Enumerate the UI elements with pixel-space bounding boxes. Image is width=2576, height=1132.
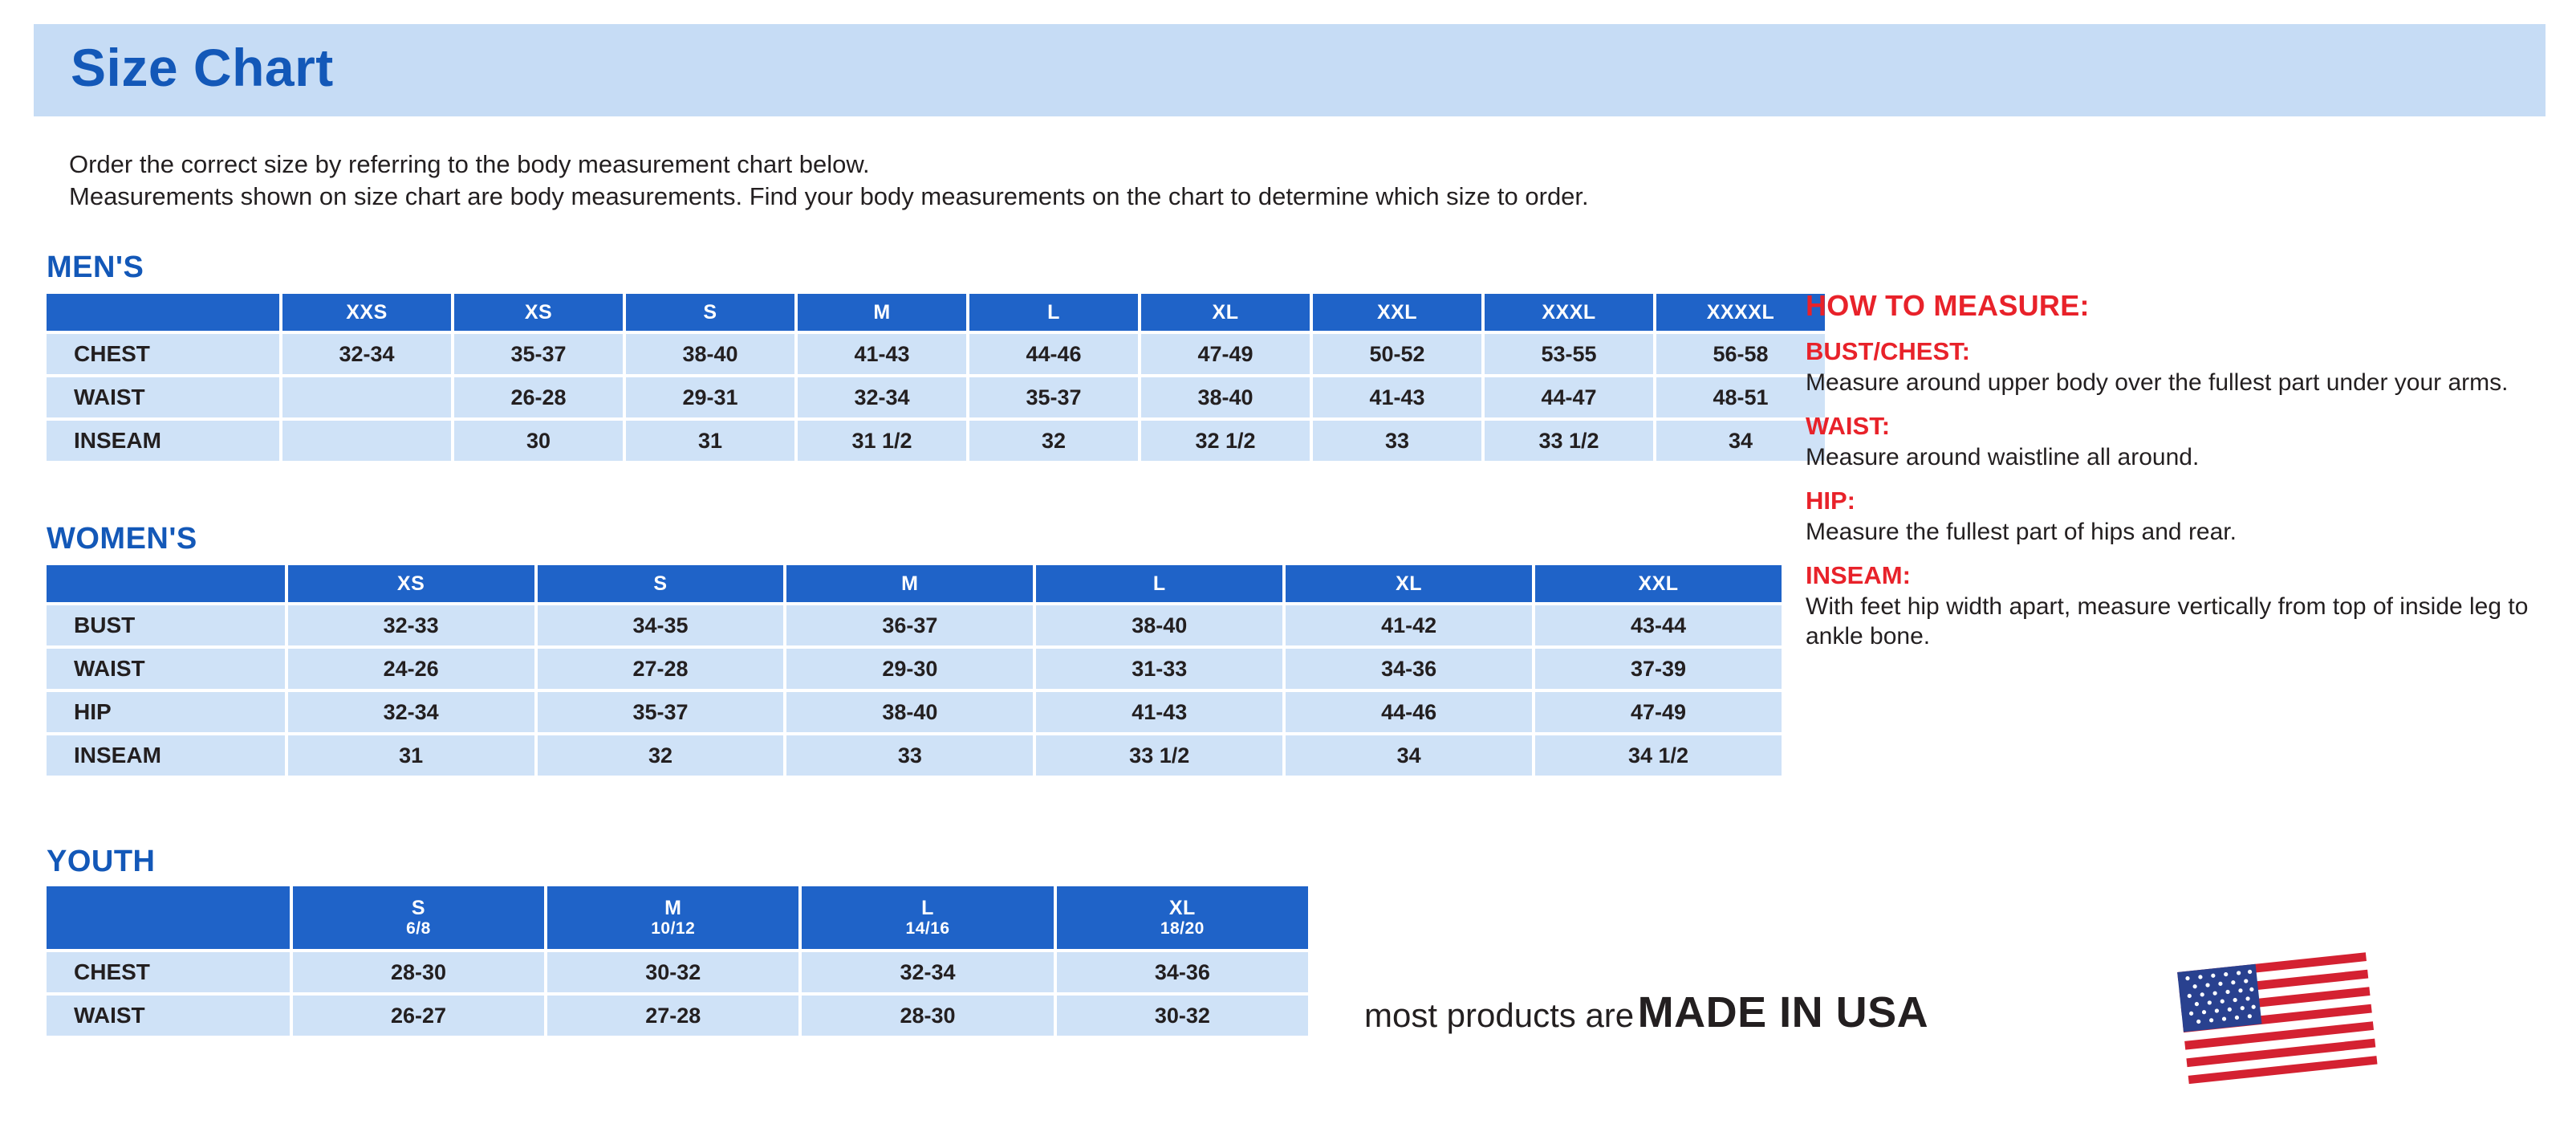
youth-waist-l: 28-30 — [802, 996, 1053, 1036]
youth-col-xl — [1057, 886, 1308, 949]
mens-col-xl: XL — [1141, 294, 1310, 331]
youth-size-table — [43, 883, 1311, 1039]
mens-waist-l: 35-37 — [969, 377, 1138, 417]
how-term-bust-chest: BUST/CHEST: — [1806, 337, 1970, 365]
mens-col-xs: XS — [454, 294, 623, 331]
womens-hip-s: 35-37 — [538, 692, 784, 732]
mens-chest-xxxl: 53-55 — [1485, 334, 1653, 374]
mens-inseam-s: 31 — [626, 421, 794, 461]
mens-waist-xxxxl: 48-51 — [1656, 377, 1825, 417]
womens-bust-m: 36-37 — [786, 605, 1033, 645]
womens-inseam-m: 33 — [786, 735, 1033, 776]
mens-col-xxxl: XXXL — [1485, 294, 1653, 331]
youth-row-label-chest: CHEST — [47, 952, 290, 992]
youth-col-s-range: 6/8 — [406, 918, 431, 938]
table-row — [47, 692, 1782, 732]
mens-waist-xxxl: 44-47 — [1485, 377, 1653, 417]
mens-col-xxxxl: XXXXL — [1656, 294, 1825, 331]
mens-chest-s: 38-40 — [626, 334, 794, 374]
mens-waist-xs: 26-28 — [454, 377, 623, 417]
mens-inseam-xxxxl: 34 — [1656, 421, 1825, 461]
mens-chest-xxxxl: 56-58 — [1656, 334, 1825, 374]
youth-waist-s: 26-27 — [293, 996, 544, 1036]
mens-col-m: M — [798, 294, 966, 331]
womens-col-s: S — [538, 565, 784, 602]
table-row — [47, 334, 1825, 374]
how-to-measure-title: HOW TO MEASURE: — [1806, 289, 2090, 322]
table-header-row — [47, 565, 1782, 602]
womens-bust-xl: 41-42 — [1286, 605, 1532, 645]
mens-chest-xs: 35-37 — [454, 334, 623, 374]
womens-col-xs: XS — [288, 565, 534, 602]
table-row — [47, 377, 1825, 417]
youth-chest-m: 30-32 — [547, 952, 798, 992]
womens-bust-xxl: 43-44 — [1535, 605, 1782, 645]
womens-hip-xxl: 47-49 — [1535, 692, 1782, 732]
womens-bust-s: 34-35 — [538, 605, 784, 645]
page-title: Size Chart — [71, 38, 334, 97]
mens-col-blank — [47, 294, 279, 331]
made-in-usa-prefix: most products are — [1364, 996, 1635, 1034]
made-in-usa-emphasis: MADE IN USA — [1637, 988, 1929, 1036]
table-row — [47, 952, 1308, 992]
section-title-youth: YOUTH — [47, 845, 156, 878]
mens-inseam-xxl: 33 — [1313, 421, 1481, 461]
youth-chest-xl: 34-36 — [1057, 952, 1308, 992]
youth-col-xl-range: 18/20 — [1160, 918, 1205, 938]
mens-waist-m: 32-34 — [798, 377, 966, 417]
how-text-waist: Measure around waistline all around. — [1806, 444, 2200, 470]
youth-col-l-label: L — [921, 896, 934, 919]
womens-waist-xs: 24-26 — [288, 649, 534, 689]
womens-row-label-hip: HIP — [47, 692, 285, 732]
youth-waist-xl: 30-32 — [1057, 996, 1308, 1036]
womens-inseam-s: 32 — [538, 735, 784, 776]
mens-col-l: L — [969, 294, 1138, 331]
header-banner — [34, 24, 2546, 116]
womens-bust-l: 38-40 — [1036, 605, 1282, 645]
mens-chest-xl: 47-49 — [1141, 334, 1310, 374]
mens-col-s: S — [626, 294, 794, 331]
mens-waist-s: 29-31 — [626, 377, 794, 417]
mens-inseam-xs: 30 — [454, 421, 623, 461]
table-row — [47, 735, 1782, 776]
mens-chest-xxs: 32-34 — [282, 334, 451, 374]
intro-line-1: Order the correct size by referring to the body measurement chart below. — [69, 150, 870, 178]
womens-col-xxl: XXL — [1535, 565, 1782, 602]
intro-line-2: Measurements shown on size chart are body measurements. Find your body measurements on the chart to determine which size to order. — [69, 182, 1589, 210]
womens-waist-xl: 34-36 — [1286, 649, 1532, 689]
mens-chest-l: 44-46 — [969, 334, 1138, 374]
section-title-womens: WOMEN'S — [47, 522, 197, 556]
womens-col-m: M — [786, 565, 1033, 602]
usa-flag-icon — [2175, 947, 2383, 1092]
youth-row-label-waist: WAIST — [47, 996, 290, 1036]
youth-col-m — [547, 886, 798, 949]
youth-chest-l: 32-34 — [802, 952, 1053, 992]
womens-col-blank — [47, 565, 285, 602]
made-in-usa-text — [1364, 987, 1928, 1037]
youth-col-l-range: 14/16 — [905, 918, 950, 938]
table-row — [47, 996, 1308, 1036]
how-text-bust-chest: Measure around upper body over the fullest part under your arms. — [1806, 369, 2509, 396]
youth-col-m-range: 10/12 — [651, 918, 696, 938]
womens-inseam-xxl: 34 1/2 — [1535, 735, 1782, 776]
youth-chest-s: 28-30 — [293, 952, 544, 992]
how-to-measure-panel — [1806, 289, 2552, 651]
womens-waist-xxl: 37-39 — [1535, 649, 1782, 689]
mens-inseam-xl: 32 1/2 — [1141, 421, 1310, 461]
womens-hip-xs: 32-34 — [288, 692, 534, 732]
table-row — [47, 649, 1782, 689]
womens-waist-s: 27-28 — [538, 649, 784, 689]
womens-waist-l: 31-33 — [1036, 649, 1282, 689]
mens-col-xxl: XXL — [1313, 294, 1481, 331]
womens-bust-xs: 32-33 — [288, 605, 534, 645]
intro-text — [69, 149, 2525, 213]
womens-inseam-l: 33 1/2 — [1036, 735, 1282, 776]
youth-col-xl-label: XL — [1168, 896, 1196, 919]
womens-col-xl: XL — [1286, 565, 1532, 602]
youth-col-blank — [47, 886, 290, 949]
womens-hip-l: 41-43 — [1036, 692, 1282, 732]
table-header-row — [47, 886, 1308, 949]
mens-inseam-xxxl: 33 1/2 — [1485, 421, 1653, 461]
youth-col-m-label: M — [664, 896, 682, 919]
mens-waist-xxl: 41-43 — [1313, 377, 1481, 417]
table-header-row — [47, 294, 1825, 331]
youth-waist-m: 27-28 — [547, 996, 798, 1036]
womens-waist-m: 29-30 — [786, 649, 1033, 689]
womens-row-label-waist: WAIST — [47, 649, 285, 689]
mens-chest-m: 41-43 — [798, 334, 966, 374]
youth-col-s-label: S — [411, 896, 426, 919]
table-row — [47, 421, 1825, 461]
how-text-hip: Measure the fullest part of hips and rear. — [1806, 519, 2237, 545]
womens-size-table — [43, 562, 1785, 779]
how-text-inseam: With feet hip width apart, measure vertically from top of inside leg to ankle bone. — [1806, 593, 2529, 649]
section-title-mens: MEN'S — [47, 250, 144, 284]
youth-col-l — [802, 886, 1053, 949]
womens-inseam-xl: 34 — [1286, 735, 1532, 776]
how-term-waist: WAIST: — [1806, 412, 1891, 440]
youth-col-s — [293, 886, 544, 949]
mens-chest-xxl: 50-52 — [1313, 334, 1481, 374]
womens-row-label-bust: BUST — [47, 605, 285, 645]
mens-inseam-xxs — [282, 421, 451, 461]
womens-row-label-inseam: INSEAM — [47, 735, 285, 776]
mens-row-label-inseam: INSEAM — [47, 421, 279, 461]
mens-waist-xl: 38-40 — [1141, 377, 1310, 417]
how-term-inseam: INSEAM: — [1806, 561, 1911, 589]
mens-row-label-chest: CHEST — [47, 334, 279, 374]
mens-inseam-l: 32 — [969, 421, 1138, 461]
womens-inseam-xs: 31 — [288, 735, 534, 776]
mens-size-table — [43, 291, 1828, 464]
mens-col-xxs: XXS — [282, 294, 451, 331]
table-row — [47, 605, 1782, 645]
how-term-hip: HIP: — [1806, 487, 1855, 515]
womens-hip-xl: 44-46 — [1286, 692, 1532, 732]
mens-row-label-waist: WAIST — [47, 377, 279, 417]
mens-inseam-m: 31 1/2 — [798, 421, 966, 461]
womens-col-l: L — [1036, 565, 1282, 602]
mens-waist-xxs — [282, 377, 451, 417]
womens-hip-m: 38-40 — [786, 692, 1033, 732]
